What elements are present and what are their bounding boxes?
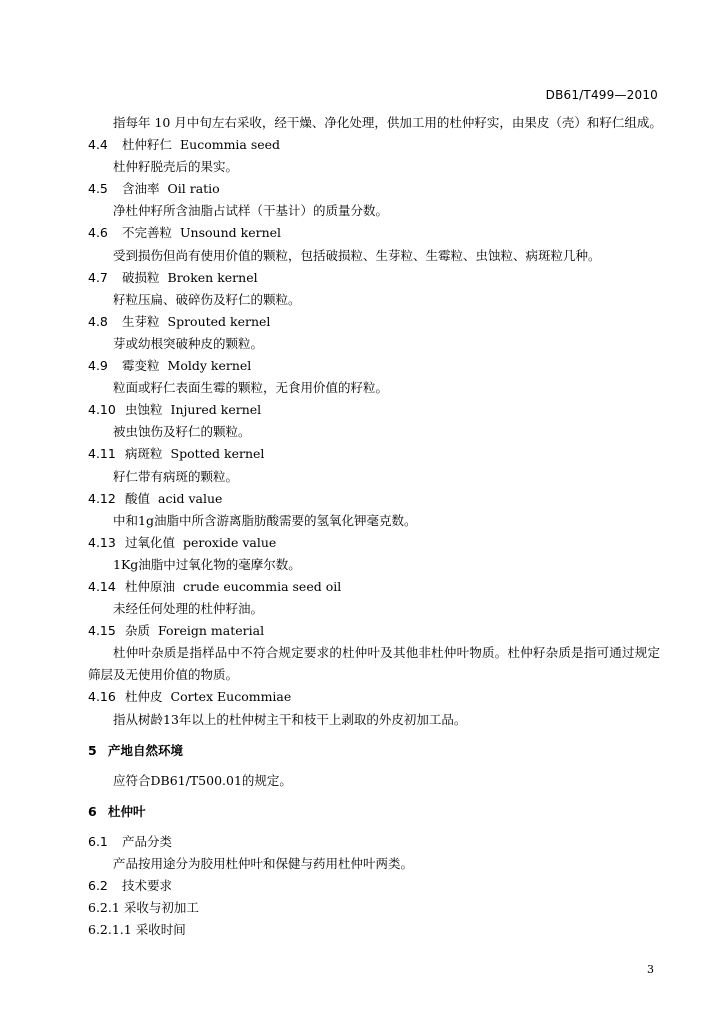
term-english: crude eucommia seed oil: [183, 578, 342, 594]
term-chinese: 含油率: [122, 181, 160, 197]
definition-4-12: [88, 488, 660, 532]
definition-4-16: [88, 686, 660, 730]
term-english: Cortex Eucommiae: [170, 689, 292, 705]
definition-text: 芽或幼根突破种皮的颗粒。: [113, 335, 264, 351]
term-english: peroxide value: [183, 534, 277, 550]
clause-number: 4.6: [88, 225, 108, 241]
subsection-heading: [88, 875, 660, 897]
clause-number: 4.8: [88, 313, 108, 329]
term-chinese: 生芽粒: [122, 313, 160, 329]
section-number: 6: [88, 803, 97, 819]
definition-4-6: [88, 222, 660, 266]
definition-text: 杜仲叶杂质是指样品中不符合规定要求的杜仲叶及其他非杜仲叶物质。杜仲籽杂质是指可通过规定筛层及无使用价值的物质。: [88, 645, 660, 683]
clause-number: 4.15: [88, 623, 116, 639]
definition-heading: [88, 134, 660, 156]
subsection-heading: [88, 831, 660, 853]
clause-number: 4.16: [88, 689, 116, 705]
clause-number: 6.2.1.1: [88, 922, 132, 938]
definition-text: 净杜仲籽所含油脂占试样（干基计）的质量分数。: [113, 203, 389, 219]
term-chinese: 不完善粒: [122, 225, 173, 241]
definition-heading: [88, 311, 660, 333]
section-heading: [88, 801, 660, 823]
definition-text: 受到损伤但尚有使用价值的颗粒，包括破损粒、生芽粒、生霉粒、虫蚀粒、病斑粒几种。: [113, 247, 601, 263]
clause-number: 4.12: [88, 490, 116, 506]
term-chinese: 病斑粒: [125, 446, 163, 462]
term-english: Spotted kernel: [170, 446, 265, 462]
term-english: Sprouted kernel: [167, 313, 271, 329]
section-number: 5: [88, 742, 97, 758]
term-chinese: 杜仲籽仁: [122, 137, 173, 153]
definition-text: 粒面或籽仁表面生霉的颗粒，无食用价值的籽粒。: [113, 380, 389, 396]
definition-4-10: [88, 399, 660, 443]
definition-text: 籽仁带有病斑的颗粒。: [113, 468, 239, 484]
definition-text: 中和1g油脂中所含游离脂肪酸需要的氢氧化钾毫克数。: [113, 512, 417, 528]
definition-text: 1Kg油脂中过氧化物的毫摩尔数。: [113, 556, 301, 572]
definition-text: 杜仲籽脱壳后的果实。: [113, 159, 239, 175]
term-chinese: 杜仲原油: [125, 578, 176, 594]
section-text: 应符合DB61/T500.01的规定。: [113, 772, 292, 788]
definition-4-9: [88, 355, 660, 399]
clause-title: 采收与初加工: [123, 900, 199, 916]
term-english: Moldy kernel: [167, 358, 252, 374]
definitions-list: [88, 134, 660, 731]
clause-number: 4.7: [88, 269, 108, 285]
term-english: Oil ratio: [167, 181, 220, 197]
clause-title: 产品分类: [122, 833, 173, 849]
term-chinese: 虫蚀粒: [125, 402, 163, 418]
definition-heading: [88, 532, 660, 554]
clause-number: 4.5: [88, 181, 108, 197]
term-english: Foreign material: [158, 623, 265, 639]
clause-title: 技术要求: [122, 878, 173, 894]
clause-number: 6.1: [88, 833, 108, 849]
definition-4-15: [88, 620, 660, 686]
term-english: Eucommia seed: [180, 137, 281, 153]
clause-number: 4.14: [88, 578, 116, 594]
section-heading: [88, 740, 660, 762]
term-chinese: 酸值: [125, 490, 151, 506]
clause-number: 4.13: [88, 534, 116, 550]
definition-4-8: [88, 311, 660, 355]
definition-heading: [88, 686, 660, 708]
definition-heading: [88, 267, 660, 289]
definition-text: 指从树龄13年以上的杜仲树主干和枝干上剥取的外皮初加工品。: [113, 711, 467, 727]
document-code-header: DB61/T499—2010: [545, 88, 658, 102]
definition-4-5: [88, 178, 660, 222]
definition-heading: [88, 443, 660, 465]
clause-number: 4.11: [88, 446, 116, 462]
definition-4-14: [88, 576, 660, 620]
term-english: acid value: [158, 490, 223, 506]
term-chinese: 杂质: [125, 623, 151, 639]
definition-heading: [88, 488, 660, 510]
term-chinese: 霉变粒: [122, 358, 160, 374]
term-english: Injured kernel: [170, 402, 262, 418]
section-title: 产地自然环境: [108, 742, 184, 758]
definition-4-11: [88, 443, 660, 487]
section-5: [88, 740, 660, 792]
definition-4-7: [88, 267, 660, 311]
term-english: Broken kernel: [167, 269, 258, 285]
page-number: 3: [647, 963, 654, 976]
definition-text: 被虫蚀伤及籽仁的颗粒。: [113, 424, 251, 440]
intro-paragraph: 指每年 10 月中旬左右采收，经干燥、净化处理，供加工用的杜仲籽实，由果皮（壳）和籽仁组成。: [113, 115, 662, 130]
term-english: Unsound kernel: [180, 225, 282, 241]
definition-4-13: [88, 532, 660, 576]
clause-number: 4.4: [88, 137, 108, 153]
clause-number: 4.9: [88, 358, 108, 374]
definition-heading: [88, 355, 660, 377]
section-6: [88, 801, 660, 942]
definition-heading: [88, 222, 660, 244]
term-chinese: 杜仲皮: [125, 689, 163, 705]
definition-text: 籽粒压扁、破碎伤及籽仁的颗粒。: [113, 291, 301, 307]
clause-text: 产品按用途分为胶用杜仲叶和保健与药用杜仲叶两类。: [113, 856, 414, 871]
section-title: 杜仲叶: [108, 803, 146, 819]
clause-number: 6.2: [88, 878, 108, 894]
clause-title: 采收时间: [135, 922, 186, 938]
document-body: [88, 112, 660, 941]
sub-subsection-heading: [88, 919, 660, 941]
term-chinese: 破损粒: [122, 269, 160, 285]
term-chinese: 过氧化值: [125, 534, 176, 550]
sub-subsection-heading: [88, 897, 660, 919]
definition-text: 未经任何处理的杜仲籽油。: [113, 601, 264, 617]
definition-heading: [88, 620, 660, 642]
definition-heading: [88, 576, 660, 598]
definition-heading: [88, 399, 660, 421]
definition-heading: [88, 178, 660, 200]
clause-number: 6.2.1: [88, 900, 120, 916]
clause-number: 4.10: [88, 402, 116, 418]
definition-4-4: [88, 134, 660, 178]
